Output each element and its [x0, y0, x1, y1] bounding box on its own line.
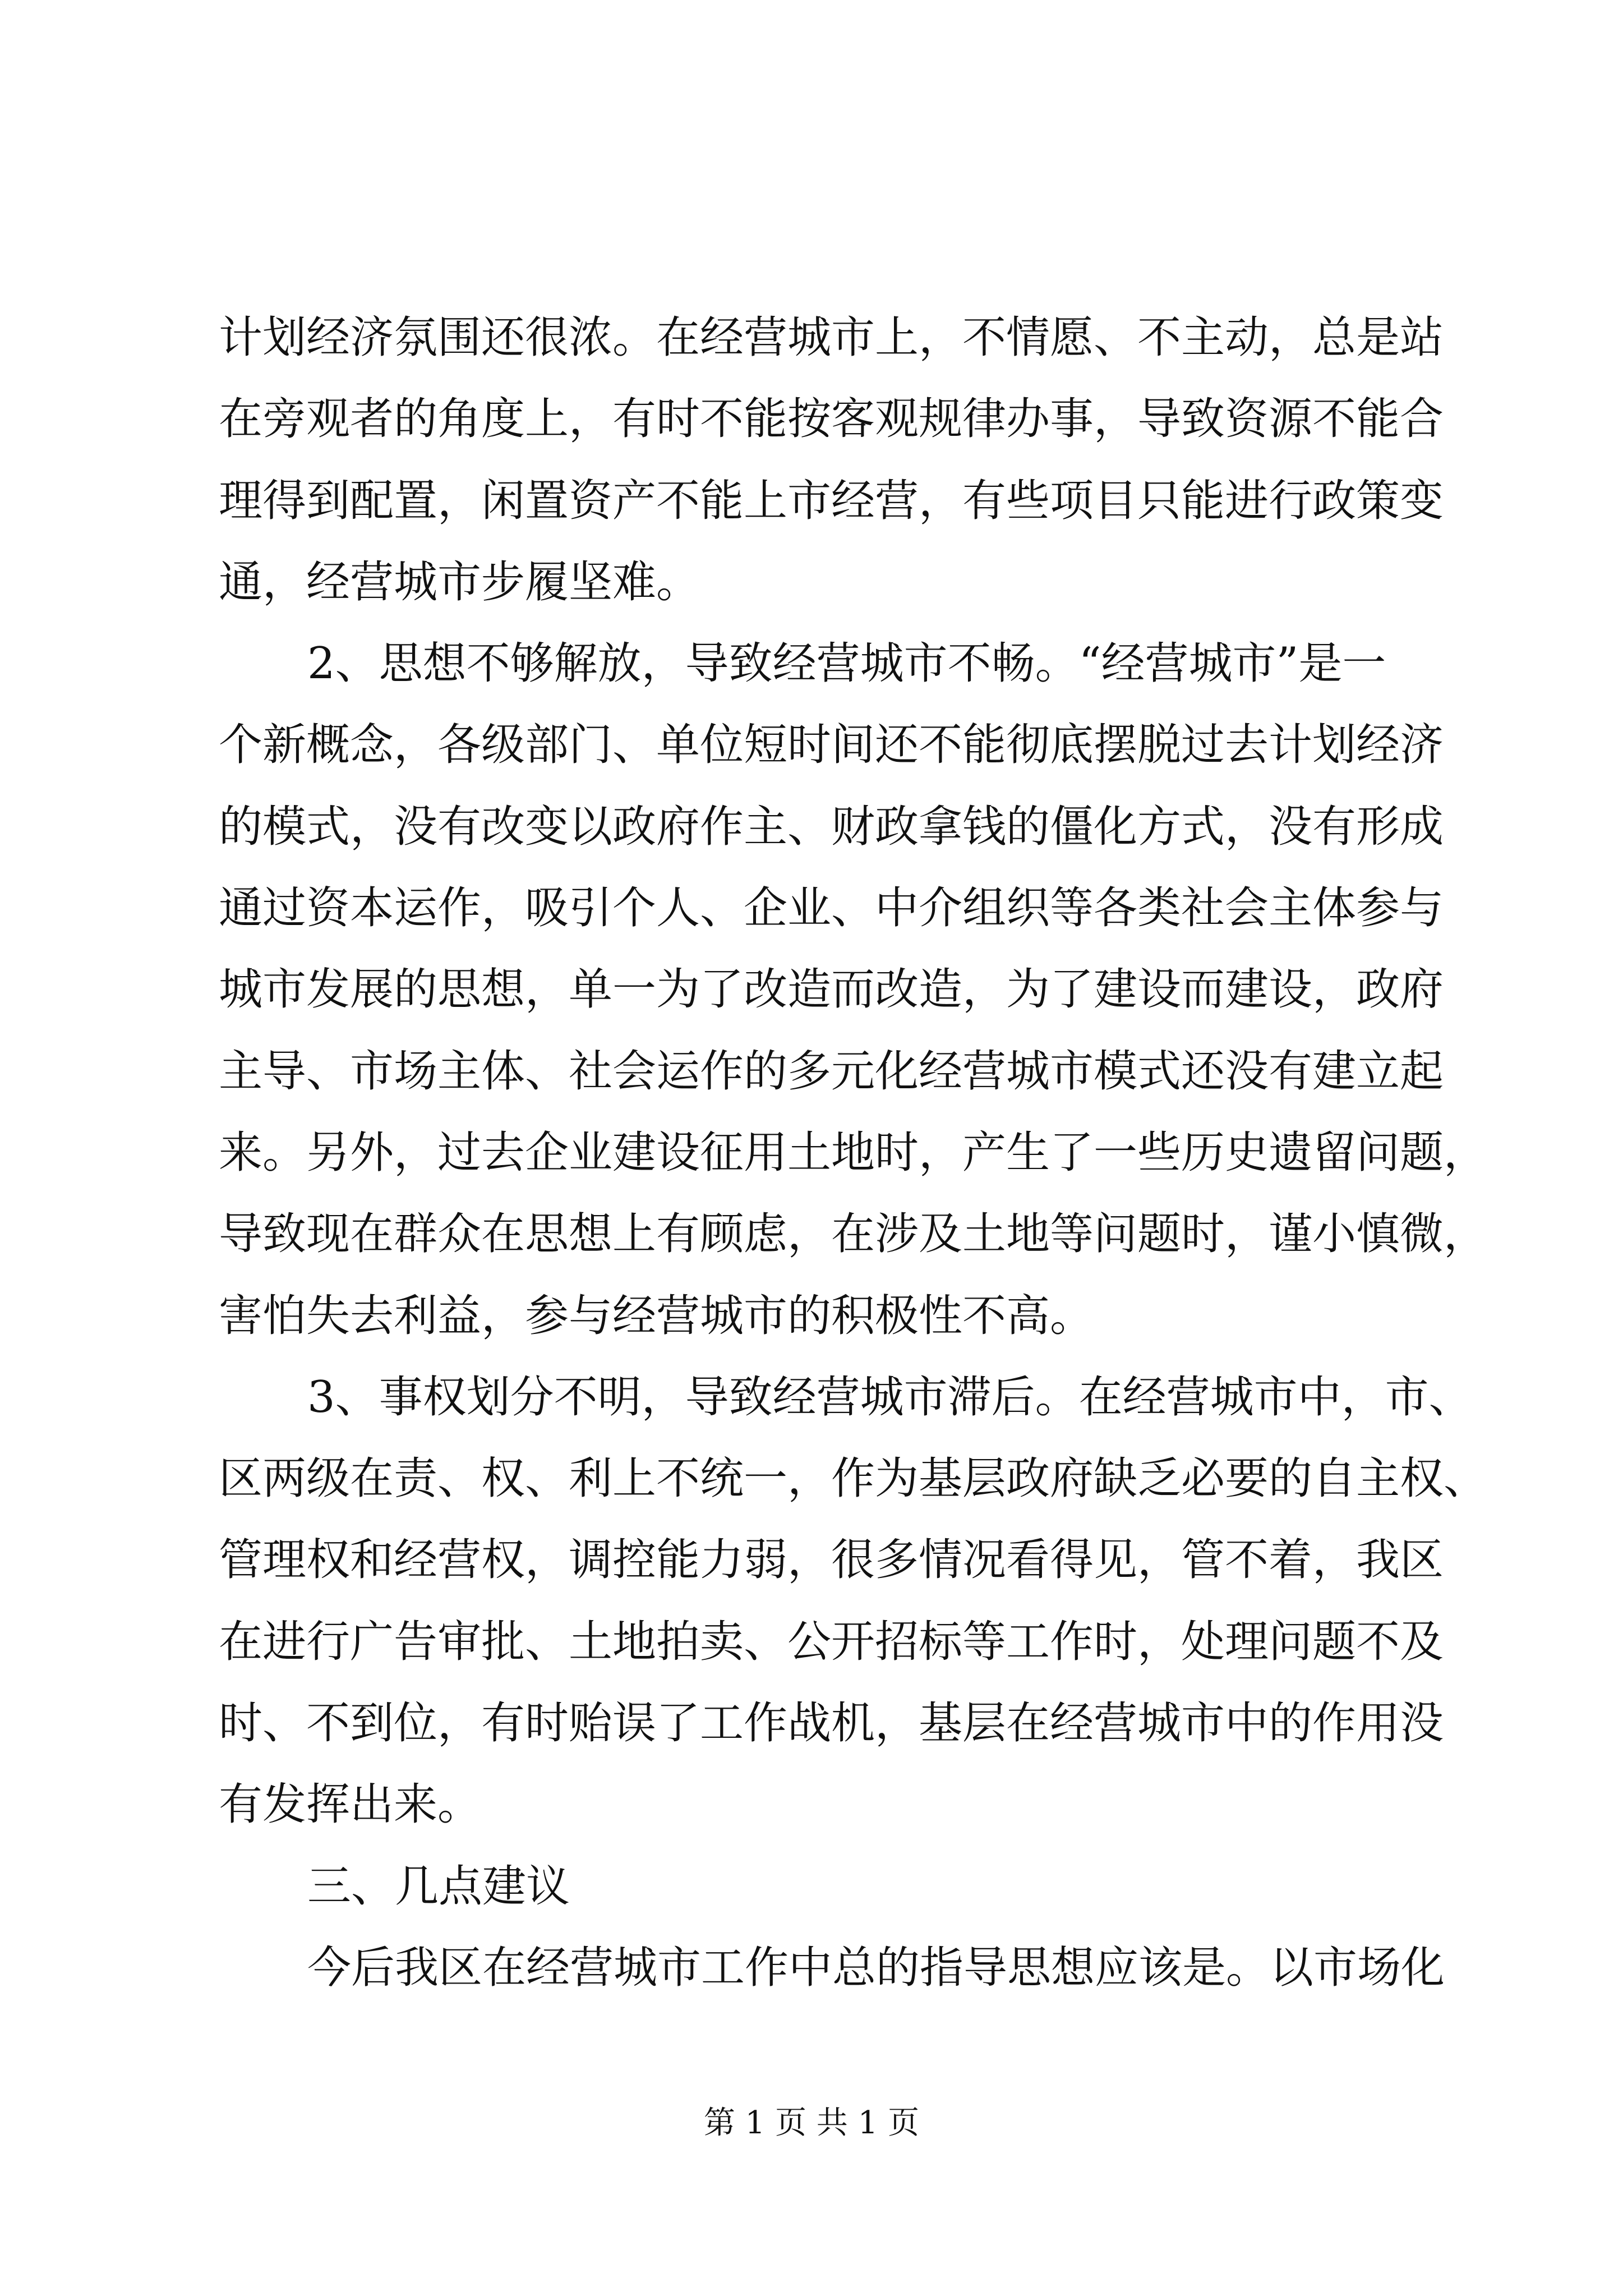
text-line: 主导、市场主体、社会运作的多元化经营城市模式还没有建立起: [219, 1046, 1444, 1097]
text-line: 2、思想不够解放，导致经营城市不畅。“经营城市”是一: [307, 638, 1386, 689]
text-line: 管理权和经营权，调控能力弱，很多情况看得见，管不着，我区: [219, 1535, 1444, 1586]
text-line: 区两级在责、权、利上不统一，作为基层政府缺乏必要的自主权、: [219, 1453, 1488, 1504]
text-line: 来。另外，过去企业建设征用土地时，产生了一些历史遗留问题，: [219, 1127, 1488, 1178]
page-footer: 第 1 页 共 1 页: [703, 2105, 920, 2141]
text-line: 时、不到位，有时贻误了工作战机，基层在经营城市中的作用没: [219, 1698, 1444, 1749]
text-line: 个新概念，各级部门、单位短时间还不能彻底摆脱过去计划经济: [219, 720, 1444, 771]
text-line: 三、几点建议: [307, 1861, 570, 1912]
text-line: 理得到配置，闲置资产不能上市经营，有些项目只能进行政策变: [219, 475, 1444, 526]
text-line: 今后我区在经营城市工作中总的指导思想应该是。以市场化: [307, 1942, 1445, 1993]
text-line: 城市发展的思想，单一为了改造而改造，为了建设而建设，政府: [219, 964, 1444, 1015]
text-line: 3、事权划分不明，导致经营城市滞后。在经营城市中，市、: [307, 1372, 1473, 1423]
text-line: 导致现在群众在思想上有顾虑，在涉及土地等问题时，谨小慎微，: [219, 1209, 1488, 1260]
text-line: 害怕失去利益，参与经营城市的积极性不高。: [219, 1290, 1094, 1341]
text-line: 通过资本运作，吸引个人、企业、中介组织等各类社会主体参与: [219, 883, 1444, 934]
text-line: 通，经营城市步履坚难。: [219, 556, 700, 608]
text-line: 在进行广告审批、土地拍卖、公开招标等工作时，处理问题不及: [219, 1616, 1444, 1667]
document-body: [219, 297, 1488, 2009]
text-line: 有发挥出来。: [219, 1779, 482, 1830]
text-line: 计划经济氛围还很浓。在经营城市上，不情愿、不主动，总是站: [219, 312, 1444, 363]
text-line: 在旁观者的角度上，有时不能按客观规律办事，导致资源不能合: [219, 394, 1444, 445]
text-line: 的模式，没有改变以政府作主、财政拿钱的僵化方式，没有形成: [219, 801, 1444, 852]
